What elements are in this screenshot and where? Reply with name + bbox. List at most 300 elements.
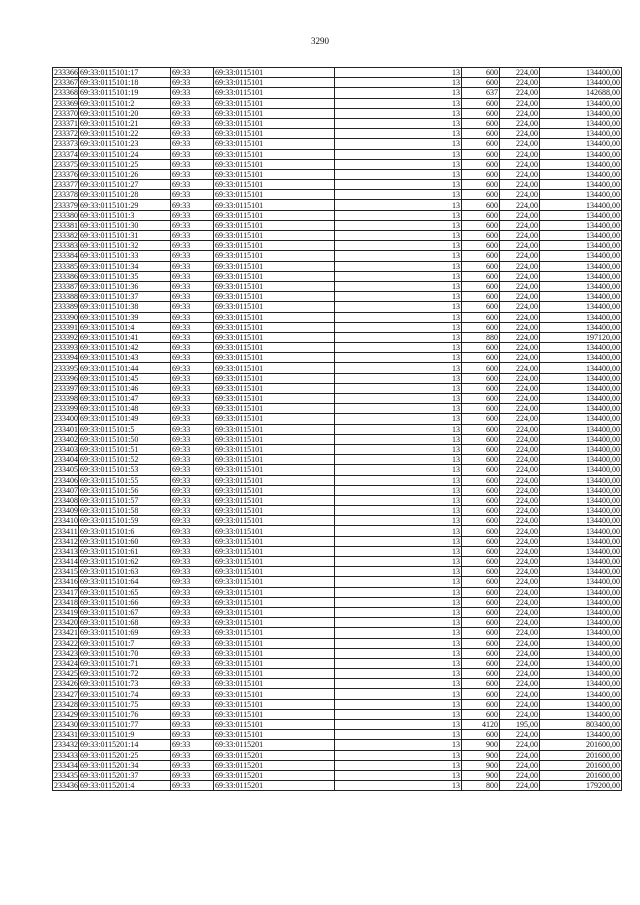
unit-value-cell: 224,00 (500, 618, 540, 628)
unit-value-cell: 224,00 (500, 180, 540, 190)
group-cell: 13 (335, 516, 462, 526)
quarter-cell: 69:33:0115101 (214, 618, 335, 628)
group-cell: 13 (335, 689, 462, 699)
group-cell: 13 (335, 394, 462, 404)
total-value-cell: 134400,00 (540, 210, 622, 220)
cadastral-number-cell: 69:33:0115101:21 (79, 118, 171, 128)
quarter-cell: 69:33:0115101 (214, 546, 335, 556)
row-index-cell: 233380 (54, 210, 78, 220)
group-cell: 13 (335, 241, 462, 251)
area-cell: 900 (462, 760, 500, 770)
quarter-cell: 69:33:0115201 (214, 770, 335, 780)
cadastral-number-cell: 69:33:0115101:7 (79, 638, 171, 648)
quarter-cell: 69:33:0115101 (214, 68, 335, 78)
table-row (53, 546, 622, 556)
cadastral-number-cell: 69:33:0115101:6 (79, 526, 171, 536)
total-value-cell: 134400,00 (540, 394, 622, 404)
row-index-cell: 233366 (54, 68, 78, 78)
region-code-cell: 69:33 (171, 577, 214, 587)
table-row (53, 139, 622, 149)
area-cell: 600 (462, 220, 500, 230)
region-code-cell: 69:33 (171, 485, 214, 495)
table-row (53, 587, 622, 597)
region-code-cell: 69:33 (171, 669, 214, 679)
unit-value-cell: 224,00 (500, 129, 540, 139)
table-row (53, 720, 622, 730)
total-value-cell: 134400,00 (540, 139, 622, 149)
table-row (53, 485, 622, 495)
cadastral-number-cell: 69:33:0115101:20 (79, 108, 171, 118)
unit-value-cell: 224,00 (500, 363, 540, 373)
total-value-cell: 134400,00 (540, 638, 622, 648)
row-index-cell: 233423 (54, 648, 78, 658)
region-code-cell: 69:33 (171, 760, 214, 770)
cadastral-number-cell: 69:33:0115101:58 (79, 506, 171, 516)
row-index-cell: 233431 (54, 730, 78, 740)
area-cell: 600 (462, 679, 500, 689)
area-cell: 600 (462, 485, 500, 495)
total-value-cell: 134400,00 (540, 312, 622, 322)
unit-value-cell: 224,00 (500, 475, 540, 485)
cadastral-number-cell: 69:33:0115101:27 (79, 180, 171, 190)
unit-value-cell: 224,00 (500, 628, 540, 638)
cadastral-number-cell: 69:33:0115101:38 (79, 302, 171, 312)
group-cell: 13 (335, 180, 462, 190)
area-cell: 600 (462, 709, 500, 719)
total-value-cell: 179200,00 (540, 781, 622, 791)
region-code-cell: 69:33 (171, 689, 214, 699)
table-row (53, 200, 622, 210)
total-value-cell: 134400,00 (540, 597, 622, 607)
total-value-cell: 134400,00 (540, 577, 622, 587)
region-code-cell: 69:33 (171, 567, 214, 577)
group-cell: 13 (335, 485, 462, 495)
unit-value-cell: 224,00 (500, 709, 540, 719)
unit-value-cell: 224,00 (500, 730, 540, 740)
region-code-cell: 69:33 (171, 424, 214, 434)
area-cell: 600 (462, 465, 500, 475)
cadastral-number-cell: 69:33:0115101:23 (79, 139, 171, 149)
cadastral-number-cell: 69:33:0115101:9 (79, 730, 171, 740)
total-value-cell: 134400,00 (540, 730, 622, 740)
quarter-cell: 69:33:0115101 (214, 139, 335, 149)
unit-value-cell: 224,00 (500, 455, 540, 465)
table-row (53, 495, 622, 505)
quarter-cell: 69:33:0115101 (214, 679, 335, 689)
unit-value-cell: 224,00 (500, 251, 540, 261)
cadastral-number-cell: 69:33:0115101:61 (79, 546, 171, 556)
unit-value-cell: 224,00 (500, 322, 540, 332)
quarter-cell: 69:33:0115101 (214, 597, 335, 607)
quarter-cell: 69:33:0115101 (214, 720, 335, 730)
row-index-cell: 233410 (54, 516, 78, 526)
cadastral-number-cell: 69:33:0115101:25 (79, 159, 171, 169)
total-value-cell: 134400,00 (540, 516, 622, 526)
quarter-cell: 69:33:0115101 (214, 108, 335, 118)
area-cell: 600 (462, 638, 500, 648)
region-code-cell: 69:33 (171, 159, 214, 169)
group-cell: 13 (335, 750, 462, 760)
cadastral-number-cell: 69:33:0115101:56 (79, 485, 171, 495)
table-row (53, 353, 622, 363)
group-cell: 13 (335, 465, 462, 475)
region-code-cell: 69:33 (171, 118, 214, 128)
cadastral-number-cell: 69:33:0115201:25 (79, 750, 171, 760)
row-index-cell: 233416 (54, 577, 78, 587)
group-cell: 13 (335, 577, 462, 587)
row-index-cell: 233413 (54, 546, 78, 556)
row-index-cell: 233372 (54, 129, 78, 139)
total-value-cell: 201600,00 (540, 740, 622, 750)
region-code-cell: 69:33 (171, 129, 214, 139)
unit-value-cell: 224,00 (500, 169, 540, 179)
table-row (53, 760, 622, 770)
cadastral-number-cell: 69:33:0115101:17 (79, 68, 171, 78)
row-index-cell: 233404 (54, 455, 78, 465)
unit-value-cell: 224,00 (500, 261, 540, 271)
table-row (53, 190, 622, 200)
total-value-cell: 134400,00 (540, 669, 622, 679)
unit-value-cell: 224,00 (500, 760, 540, 770)
region-code-cell: 69:33 (171, 281, 214, 291)
area-cell: 600 (462, 312, 500, 322)
row-index-cell: 233428 (54, 699, 78, 709)
cadastral-number-cell: 69:33:0115101:72 (79, 669, 171, 679)
quarter-cell: 69:33:0115101 (214, 231, 335, 241)
region-code-cell: 69:33 (171, 628, 214, 638)
cadastral-number-cell: 69:33:0115101:31 (79, 231, 171, 241)
table-row (53, 159, 622, 169)
total-value-cell: 134400,00 (540, 648, 622, 658)
quarter-cell: 69:33:0115101 (214, 658, 335, 668)
row-index-cell: 233422 (54, 638, 78, 648)
quarter-cell: 69:33:0115101 (214, 506, 335, 516)
table-row (53, 475, 622, 485)
region-code-cell: 69:33 (171, 404, 214, 414)
area-cell: 600 (462, 353, 500, 363)
region-code-cell: 69:33 (171, 108, 214, 118)
region-code-cell: 69:33 (171, 475, 214, 485)
total-value-cell: 134400,00 (540, 618, 622, 628)
cadastral-number-cell: 69:33:0115101:24 (79, 149, 171, 159)
group-cell: 13 (335, 567, 462, 577)
cadastral-number-cell: 69:33:0115101:33 (79, 251, 171, 261)
region-code-cell: 69:33 (171, 455, 214, 465)
group-cell: 13 (335, 404, 462, 414)
total-value-cell: 134400,00 (540, 118, 622, 128)
group-cell: 13 (335, 434, 462, 444)
group-cell: 13 (335, 730, 462, 740)
unit-value-cell: 224,00 (500, 414, 540, 424)
cadastral-number-cell: 69:33:0115101:76 (79, 709, 171, 719)
group-cell: 13 (335, 414, 462, 424)
area-cell: 600 (462, 190, 500, 200)
table-row (53, 251, 622, 261)
total-value-cell: 134400,00 (540, 149, 622, 159)
region-code-cell: 69:33 (171, 78, 214, 88)
quarter-cell: 69:33:0115101 (214, 516, 335, 526)
area-cell: 600 (462, 557, 500, 567)
region-code-cell: 69:33 (171, 679, 214, 689)
region-code-cell: 69:33 (171, 648, 214, 658)
area-cell: 600 (462, 169, 500, 179)
quarter-cell: 69:33:0115101 (214, 220, 335, 230)
group-cell: 13 (335, 68, 462, 78)
cadastral-number-cell: 69:33:0115101:74 (79, 689, 171, 699)
total-value-cell: 134400,00 (540, 404, 622, 414)
quarter-cell: 69:33:0115201 (214, 760, 335, 770)
group-cell: 13 (335, 587, 462, 597)
table-row (53, 536, 622, 546)
quarter-cell: 69:33:0115201 (214, 740, 335, 750)
row-index-cell: 233415 (54, 567, 78, 577)
table-row (53, 108, 622, 118)
table-row (53, 750, 622, 760)
group-cell: 13 (335, 628, 462, 638)
quarter-cell: 69:33:0115101 (214, 648, 335, 658)
total-value-cell: 134400,00 (540, 587, 622, 597)
total-value-cell: 142688,00 (540, 88, 622, 98)
quarter-cell: 69:33:0115101 (214, 414, 335, 424)
cadastral-number-cell: 69:33:0115101:50 (79, 434, 171, 444)
quarter-cell: 69:33:0115101 (214, 241, 335, 251)
region-code-cell: 69:33 (171, 781, 214, 791)
table-row (53, 373, 622, 383)
unit-value-cell: 224,00 (500, 750, 540, 760)
table-row (53, 557, 622, 567)
total-value-cell: 134400,00 (540, 231, 622, 241)
area-cell: 600 (462, 597, 500, 607)
quarter-cell: 69:33:0115101 (214, 526, 335, 536)
table-row (53, 577, 622, 587)
row-index-cell: 233397 (54, 383, 78, 393)
region-code-cell: 69:33 (171, 139, 214, 149)
cadastral-number-cell: 69:33:0115101:19 (79, 88, 171, 98)
row-index-cell: 233384 (54, 251, 78, 261)
row-index-cell: 233389 (54, 302, 78, 312)
total-value-cell: 134400,00 (540, 363, 622, 373)
quarter-cell: 69:33:0115101 (214, 312, 335, 322)
row-index-cell: 233373 (54, 139, 78, 149)
unit-value-cell: 224,00 (500, 159, 540, 169)
quarter-cell: 69:33:0115101 (214, 322, 335, 332)
group-cell: 13 (335, 709, 462, 719)
area-cell: 600 (462, 118, 500, 128)
area-cell: 600 (462, 251, 500, 261)
unit-value-cell: 224,00 (500, 485, 540, 495)
area-cell: 600 (462, 669, 500, 679)
total-value-cell: 134400,00 (540, 251, 622, 261)
cadastral-number-cell: 69:33:0115101:47 (79, 394, 171, 404)
cadastral-value-table (52, 67, 622, 791)
total-value-cell: 134400,00 (540, 373, 622, 383)
unit-value-cell: 224,00 (500, 394, 540, 404)
quarter-cell: 69:33:0115101 (214, 373, 335, 383)
area-cell: 600 (462, 302, 500, 312)
area-cell: 600 (462, 343, 500, 353)
cadastral-number-cell: 69:33:0115101:45 (79, 373, 171, 383)
cadastral-number-cell: 69:33:0115101:59 (79, 516, 171, 526)
group-cell: 13 (335, 200, 462, 210)
region-code-cell: 69:33 (171, 343, 214, 353)
row-index-cell: 233393 (54, 343, 78, 353)
quarter-cell: 69:33:0115101 (214, 607, 335, 617)
row-index-cell: 233429 (54, 709, 78, 719)
group-cell: 13 (335, 495, 462, 505)
area-cell: 900 (462, 750, 500, 760)
total-value-cell: 134400,00 (540, 78, 622, 88)
area-cell: 600 (462, 475, 500, 485)
quarter-cell: 69:33:0115101 (214, 669, 335, 679)
row-index-cell: 233402 (54, 434, 78, 444)
group-cell: 13 (335, 760, 462, 770)
cadastral-number-cell: 69:33:0115101:18 (79, 78, 171, 88)
area-cell: 600 (462, 200, 500, 210)
region-code-cell: 69:33 (171, 68, 214, 78)
row-index-cell: 233382 (54, 231, 78, 241)
region-code-cell: 69:33 (171, 190, 214, 200)
table-row (53, 220, 622, 230)
region-code-cell: 69:33 (171, 444, 214, 454)
area-cell: 600 (462, 587, 500, 597)
row-index-cell: 233392 (54, 332, 78, 342)
quarter-cell: 69:33:0115101 (214, 638, 335, 648)
area-cell: 600 (462, 271, 500, 281)
cadastral-number-cell: 69:33:0115201:4 (79, 781, 171, 791)
quarter-cell: 69:33:0115101 (214, 261, 335, 271)
unit-value-cell: 195,00 (500, 720, 540, 730)
cadastral-number-cell: 69:33:0115101:44 (79, 363, 171, 373)
total-value-cell: 134400,00 (540, 475, 622, 485)
table-row (53, 730, 622, 740)
table-row (53, 414, 622, 424)
cadastral-number-cell: 69:33:0115101:62 (79, 557, 171, 567)
region-code-cell: 69:33 (171, 709, 214, 719)
cadastral-number-cell: 69:33:0115101:36 (79, 281, 171, 291)
group-cell: 13 (335, 251, 462, 261)
table-row (53, 404, 622, 414)
quarter-cell: 69:33:0115101 (214, 88, 335, 98)
region-code-cell: 69:33 (171, 414, 214, 424)
area-cell: 600 (462, 231, 500, 241)
row-index-cell: 233421 (54, 628, 78, 638)
region-code-cell: 69:33 (171, 506, 214, 516)
table-row (53, 180, 622, 190)
quarter-cell: 69:33:0115101 (214, 292, 335, 302)
total-value-cell: 134400,00 (540, 159, 622, 169)
group-cell: 13 (335, 332, 462, 342)
table-row (53, 363, 622, 373)
total-value-cell: 134400,00 (540, 68, 622, 78)
cadastral-number-cell: 69:33:0115101:39 (79, 312, 171, 322)
row-index-cell: 233386 (54, 271, 78, 281)
unit-value-cell: 224,00 (500, 669, 540, 679)
unit-value-cell: 224,00 (500, 781, 540, 791)
table-row (53, 169, 622, 179)
cadastral-number-cell: 69:33:0115101:2 (79, 98, 171, 108)
group-cell: 13 (335, 78, 462, 88)
total-value-cell: 134400,00 (540, 495, 622, 505)
group-cell: 13 (335, 506, 462, 516)
unit-value-cell: 224,00 (500, 444, 540, 454)
area-cell: 600 (462, 567, 500, 577)
quarter-cell: 69:33:0115101 (214, 159, 335, 169)
group-cell: 13 (335, 373, 462, 383)
group-cell: 13 (335, 475, 462, 485)
group-cell: 13 (335, 281, 462, 291)
area-cell: 600 (462, 210, 500, 220)
unit-value-cell: 224,00 (500, 271, 540, 281)
region-code-cell: 69:33 (171, 292, 214, 302)
region-code-cell: 69:33 (171, 373, 214, 383)
area-cell: 600 (462, 261, 500, 271)
row-index-cell: 233418 (54, 597, 78, 607)
table-row (53, 679, 622, 689)
region-code-cell: 69:33 (171, 770, 214, 780)
total-value-cell: 134400,00 (540, 292, 622, 302)
unit-value-cell: 224,00 (500, 88, 540, 98)
quarter-cell: 69:33:0115101 (214, 577, 335, 587)
table-row (53, 241, 622, 251)
row-index-cell: 233400 (54, 414, 78, 424)
region-code-cell: 69:33 (171, 495, 214, 505)
table-row (53, 312, 622, 322)
region-code-cell: 69:33 (171, 98, 214, 108)
area-cell: 900 (462, 770, 500, 780)
total-value-cell: 134400,00 (540, 709, 622, 719)
unit-value-cell: 224,00 (500, 770, 540, 780)
total-value-cell: 134400,00 (540, 383, 622, 393)
table-row (53, 455, 622, 465)
group-cell: 13 (335, 526, 462, 536)
area-cell: 600 (462, 444, 500, 454)
table-row (53, 118, 622, 128)
unit-value-cell: 224,00 (500, 98, 540, 108)
area-cell: 4120 (462, 720, 500, 730)
group-cell: 13 (335, 159, 462, 169)
row-index-cell: 233434 (54, 760, 78, 770)
table-row (53, 231, 622, 241)
total-value-cell: 134400,00 (540, 129, 622, 139)
cadastral-number-cell: 69:33:0115101:66 (79, 597, 171, 607)
quarter-cell: 69:33:0115101 (214, 169, 335, 179)
table-row (53, 394, 622, 404)
area-cell: 600 (462, 424, 500, 434)
unit-value-cell: 224,00 (500, 383, 540, 393)
group-cell: 13 (335, 607, 462, 617)
row-index-cell: 233399 (54, 404, 78, 414)
region-code-cell: 69:33 (171, 353, 214, 363)
quarter-cell: 69:33:0115101 (214, 455, 335, 465)
cadastral-number-cell: 69:33:0115101:71 (79, 658, 171, 668)
row-index-cell: 233401 (54, 424, 78, 434)
quarter-cell: 69:33:0115101 (214, 200, 335, 210)
unit-value-cell: 224,00 (500, 495, 540, 505)
group-cell: 13 (335, 557, 462, 567)
total-value-cell: 134400,00 (540, 465, 622, 475)
unit-value-cell: 224,00 (500, 118, 540, 128)
total-value-cell: 134400,00 (540, 302, 622, 312)
unit-value-cell: 224,00 (500, 404, 540, 414)
area-cell: 900 (462, 740, 500, 750)
quarter-cell: 69:33:0115101 (214, 281, 335, 291)
group-cell: 13 (335, 231, 462, 241)
row-index-cell: 233433 (54, 750, 78, 760)
area-cell: 800 (462, 781, 500, 791)
unit-value-cell: 224,00 (500, 679, 540, 689)
area-cell: 600 (462, 577, 500, 587)
unit-value-cell: 224,00 (500, 607, 540, 617)
